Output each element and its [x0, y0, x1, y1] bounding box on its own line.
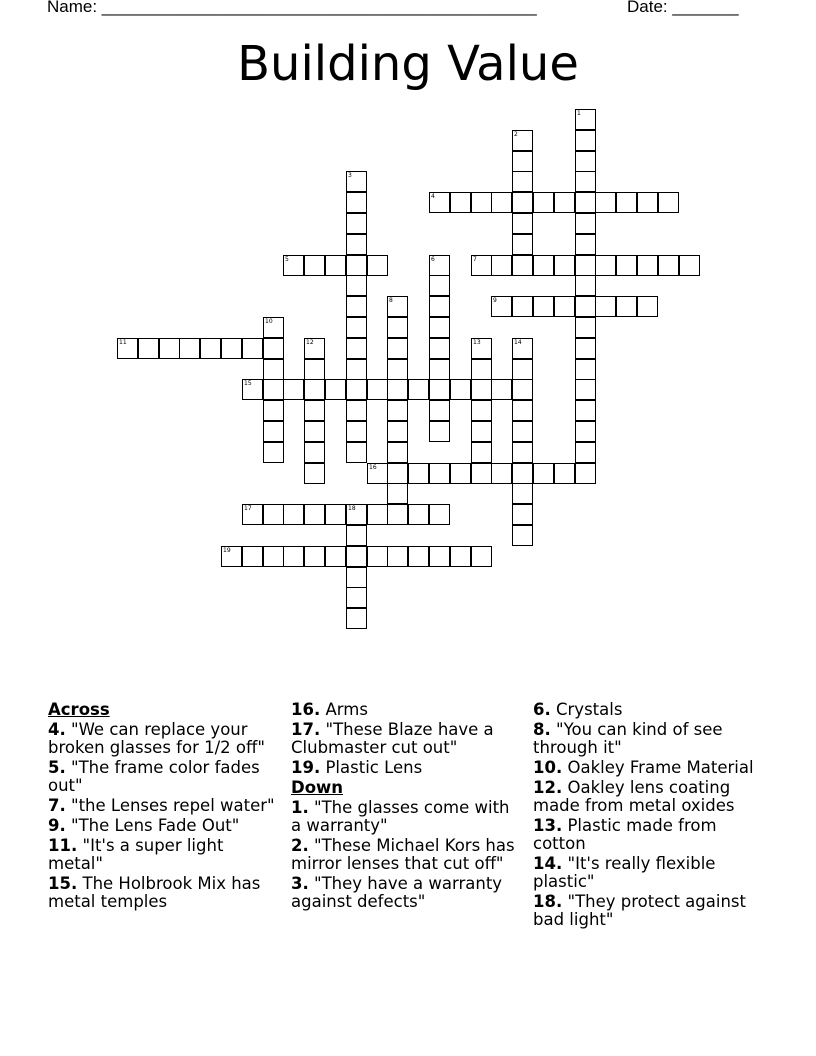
- crossword-cell[interactable]: [491, 296, 512, 317]
- clue-number-label: 8: [389, 297, 393, 304]
- crossword-cell[interactable]: [429, 359, 450, 380]
- clue-number: 13.: [533, 816, 563, 835]
- crossword-cell[interactable]: [263, 359, 284, 380]
- crossword-cell[interactable]: [471, 400, 492, 421]
- crossword-cell[interactable]: [346, 275, 367, 296]
- clue-number-label: 17: [244, 505, 252, 512]
- crossword-cell[interactable]: [575, 442, 596, 463]
- crossword-cell[interactable]: [512, 192, 533, 213]
- crossword-cell[interactable]: [387, 296, 408, 317]
- crossword-cell[interactable]: [575, 317, 596, 338]
- across-heading: Across: [48, 700, 110, 719]
- clue-number-label: 13: [473, 339, 481, 346]
- clue-column-3: [533, 701, 773, 931]
- crossword-cell[interactable]: [304, 463, 325, 484]
- crossword-cell[interactable]: [346, 192, 367, 213]
- crossword-cell[interactable]: [512, 525, 533, 546]
- clue-number: 9.: [48, 816, 66, 835]
- crossword-cell[interactable]: [575, 296, 596, 317]
- down-clue: [533, 759, 773, 777]
- crossword-cell[interactable]: [575, 130, 596, 151]
- crossword-cell[interactable]: [450, 379, 471, 400]
- crossword-cell[interactable]: [512, 463, 533, 484]
- crossword-cell[interactable]: [512, 379, 533, 400]
- crossword-cell[interactable]: [429, 463, 450, 484]
- down-clue: [291, 837, 521, 873]
- clue-text: Plastic Lens: [325, 758, 423, 777]
- crossword-cell[interactable]: [471, 463, 492, 484]
- crossword-cell[interactable]: [575, 234, 596, 255]
- crossword-cell[interactable]: [263, 338, 284, 359]
- clue-number: 14.: [533, 854, 563, 873]
- crossword-cell[interactable]: [408, 504, 429, 525]
- crossword-cell[interactable]: [138, 338, 159, 359]
- crossword-cell[interactable]: [283, 546, 304, 567]
- clue-number-label: 18: [348, 505, 356, 512]
- crossword-cell[interactable]: [283, 255, 304, 276]
- clue-number-label: 14: [514, 339, 522, 346]
- crossword-cell[interactable]: [616, 192, 637, 213]
- crossword-cell[interactable]: [325, 546, 346, 567]
- crossword-cell[interactable]: [429, 255, 450, 276]
- crossword-cell[interactable]: [367, 504, 388, 525]
- down-clue: [533, 721, 773, 757]
- crossword-cell[interactable]: [512, 359, 533, 380]
- clue-number: 5.: [48, 758, 66, 777]
- across-clue: [291, 759, 521, 777]
- crossword-cell[interactable]: [575, 255, 596, 276]
- crossword-cell[interactable]: [263, 546, 284, 567]
- crossword-cell[interactable]: [408, 463, 429, 484]
- crossword-cell[interactable]: [471, 192, 492, 213]
- crossword-cell[interactable]: [554, 192, 575, 213]
- crossword-cell[interactable]: [346, 255, 367, 276]
- clue-text: "They protect against bad light": [533, 892, 746, 929]
- crossword-cell[interactable]: [637, 255, 658, 276]
- crossword-cell[interactable]: [575, 400, 596, 421]
- crossword-cell[interactable]: [304, 379, 325, 400]
- crossword-cell[interactable]: [325, 255, 346, 276]
- crossword-cell[interactable]: [387, 546, 408, 567]
- crossword-cell[interactable]: [283, 379, 304, 400]
- crossword-cell[interactable]: [471, 379, 492, 400]
- crossword-cell[interactable]: [429, 275, 450, 296]
- crossword-cell[interactable]: [450, 546, 471, 567]
- clue-number: 3.: [291, 874, 309, 893]
- crossword-cell[interactable]: [575, 275, 596, 296]
- crossword-cell[interactable]: [575, 359, 596, 380]
- crossword-cell[interactable]: [346, 379, 367, 400]
- crossword-cell[interactable]: [429, 192, 450, 213]
- crossword-cell[interactable]: [346, 171, 367, 192]
- crossword-cell[interactable]: [450, 192, 471, 213]
- crossword-cell[interactable]: [512, 255, 533, 276]
- crossword-cell[interactable]: [512, 442, 533, 463]
- crossword-cell[interactable]: [387, 483, 408, 504]
- crossword-cell[interactable]: [346, 525, 367, 546]
- crossword-cell[interactable]: [346, 567, 367, 588]
- date-field: Date: _______: [627, 0, 739, 16]
- crossword-cell[interactable]: [346, 213, 367, 234]
- page-title: Building Value: [237, 36, 579, 92]
- clue-text: "You can kind of see through it": [533, 720, 723, 757]
- crossword-cell[interactable]: [595, 255, 616, 276]
- clue-text: "the Lenses repel water": [71, 796, 275, 815]
- crossword-cell[interactable]: [491, 192, 512, 213]
- across-clue: [48, 797, 278, 815]
- clue-number: 8.: [533, 720, 551, 739]
- clue-number: 11.: [48, 836, 78, 855]
- crossword-cell[interactable]: [429, 338, 450, 359]
- crossword-cell[interactable]: [429, 400, 450, 421]
- down-clue: [533, 701, 773, 719]
- crossword-cell[interactable]: [637, 192, 658, 213]
- clue-number-label: 2: [514, 131, 518, 138]
- crossword-cell[interactable]: [304, 442, 325, 463]
- across-clue: [48, 721, 278, 757]
- clue-number: 1.: [291, 798, 309, 817]
- clue-number-label: 3: [348, 172, 352, 179]
- clue-text: "We can replace your broken glasses for 1/2 off": [48, 720, 265, 757]
- crossword-cell[interactable]: [367, 546, 388, 567]
- crossword-cell[interactable]: [575, 379, 596, 400]
- crossword-cell[interactable]: [429, 504, 450, 525]
- crossword-cell[interactable]: [429, 296, 450, 317]
- clue-number-label: 7: [473, 256, 477, 263]
- crossword-cell[interactable]: [221, 338, 242, 359]
- crossword-cell[interactable]: [512, 483, 533, 504]
- clue-text: The Holbrook Mix has metal temples: [48, 874, 261, 911]
- clue-number: 6.: [533, 700, 551, 719]
- crossword-cell[interactable]: [512, 234, 533, 255]
- clue-text: Crystals: [556, 700, 623, 719]
- crossword-cell[interactable]: [471, 421, 492, 442]
- crossword-cell[interactable]: [512, 151, 533, 172]
- clue-number: 7.: [48, 796, 66, 815]
- crossword-cell[interactable]: [159, 338, 180, 359]
- crossword-cell[interactable]: [491, 463, 512, 484]
- across-clue: [48, 817, 278, 835]
- crossword-cell[interactable]: [304, 400, 325, 421]
- across-clue: [48, 759, 278, 795]
- crossword-cell[interactable]: [179, 338, 200, 359]
- crossword-cell[interactable]: [346, 421, 367, 442]
- crossword-cell[interactable]: [346, 504, 367, 525]
- crossword-cell[interactable]: [387, 504, 408, 525]
- clue-number-label: 5: [285, 256, 289, 263]
- crossword-cell[interactable]: [263, 442, 284, 463]
- crossword-cell[interactable]: [346, 546, 367, 567]
- crossword-cell[interactable]: [346, 234, 367, 255]
- crossword-cell[interactable]: [554, 463, 575, 484]
- clue-text: Oakley Frame Material: [567, 758, 754, 777]
- crossword-cell[interactable]: [637, 296, 658, 317]
- clue-number-label: 16: [369, 464, 377, 471]
- crossword-cell[interactable]: [595, 296, 616, 317]
- clue-number: 18.: [533, 892, 563, 911]
- clue-number-label: 9: [493, 297, 497, 304]
- crossword-cell[interactable]: [512, 504, 533, 525]
- crossword-cell[interactable]: [325, 379, 346, 400]
- clue-number: 17.: [291, 720, 321, 739]
- clue-number-label: 4: [431, 193, 435, 200]
- crossword-cell[interactable]: [408, 546, 429, 567]
- crossword-cell[interactable]: [471, 546, 492, 567]
- clue-text: "These Michael Kors has mirror lenses that cut off": [291, 836, 515, 873]
- crossword-cell[interactable]: [200, 338, 221, 359]
- clue-number: 4.: [48, 720, 66, 739]
- crossword-cell[interactable]: [387, 359, 408, 380]
- clue-number: 2.: [291, 836, 309, 855]
- crossword-cell[interactable]: [658, 192, 679, 213]
- across-clue: [48, 875, 278, 911]
- crossword-cell[interactable]: [533, 192, 554, 213]
- crossword-cell[interactable]: [533, 255, 554, 276]
- crossword-cell[interactable]: [533, 463, 554, 484]
- crossword-cell[interactable]: [429, 317, 450, 338]
- crossword-cell[interactable]: [387, 379, 408, 400]
- crossword-cell[interactable]: [575, 151, 596, 172]
- crossword-cell[interactable]: [533, 296, 554, 317]
- crossword-cell[interactable]: [387, 400, 408, 421]
- crossword-cell[interactable]: [616, 296, 637, 317]
- crossword-cell[interactable]: [263, 421, 284, 442]
- crossword-cell[interactable]: [554, 255, 575, 276]
- clue-text: "They have a warranty against defects": [291, 874, 503, 911]
- crossword-cell[interactable]: [512, 421, 533, 442]
- clue-column-2: [291, 701, 521, 913]
- crossword-cell[interactable]: [679, 255, 700, 276]
- down-heading: Down: [291, 778, 344, 797]
- clue-number-label: 11: [119, 339, 127, 346]
- crossword-cell[interactable]: [304, 338, 325, 359]
- clue-text: Arms: [325, 700, 368, 719]
- crossword-cell[interactable]: [346, 587, 367, 608]
- crossword-cell[interactable]: [117, 338, 138, 359]
- clue-column-1: [48, 701, 278, 913]
- crossword-cell[interactable]: [242, 504, 263, 525]
- crossword-cell[interactable]: [595, 192, 616, 213]
- crossword-cell[interactable]: [512, 338, 533, 359]
- across-clue: [291, 721, 521, 757]
- clue-text: "The frame color fades out": [48, 758, 260, 795]
- crossword-cell[interactable]: [471, 442, 492, 463]
- crossword-cell[interactable]: [471, 255, 492, 276]
- crossword-cell[interactable]: [242, 379, 263, 400]
- crossword-cell[interactable]: [346, 317, 367, 338]
- crossword-cell[interactable]: [221, 546, 242, 567]
- down-clue: [291, 875, 521, 911]
- clue-number: 10.: [533, 758, 563, 777]
- crossword-cell[interactable]: [283, 504, 304, 525]
- crossword-cell[interactable]: [242, 546, 263, 567]
- clue-text: "These Blaze have a Clubmaster cut out": [291, 720, 494, 757]
- clue-number: 19.: [291, 758, 321, 777]
- crossword-cell[interactable]: [304, 504, 325, 525]
- crossword-cell[interactable]: [575, 213, 596, 234]
- crossword-cell[interactable]: [658, 255, 679, 276]
- crossword-cell[interactable]: [242, 338, 263, 359]
- crossword-cell[interactable]: [346, 442, 367, 463]
- crossword-cell[interactable]: [471, 338, 492, 359]
- crossword-cell[interactable]: [304, 546, 325, 567]
- crossword-cell[interactable]: [408, 379, 429, 400]
- across-clue: [291, 701, 521, 719]
- crossword-cell[interactable]: [575, 463, 596, 484]
- crossword-cell[interactable]: [512, 130, 533, 151]
- crossword-cell[interactable]: [575, 109, 596, 130]
- crossword-cell[interactable]: [429, 421, 450, 442]
- crossword-cell[interactable]: [263, 400, 284, 421]
- crossword-cell[interactable]: [367, 379, 388, 400]
- crossword-cell[interactable]: [387, 421, 408, 442]
- crossword-cell[interactable]: [387, 317, 408, 338]
- crossword-cell[interactable]: [512, 400, 533, 421]
- crossword-cell[interactable]: [304, 359, 325, 380]
- crossword-cell[interactable]: [387, 463, 408, 484]
- name-field: Name: ______________________________________________: [47, 0, 537, 16]
- crossword-cell[interactable]: [429, 379, 450, 400]
- crossword-cell[interactable]: [346, 296, 367, 317]
- clue-text: Plastic made from cotton: [533, 816, 717, 853]
- crossword-cell[interactable]: [367, 255, 388, 276]
- clue-text: "The glasses come with a warranty": [291, 798, 510, 835]
- crossword-cell[interactable]: [346, 338, 367, 359]
- crossword-cell[interactable]: [575, 171, 596, 192]
- crossword-cell[interactable]: [512, 296, 533, 317]
- crossword-cell[interactable]: [575, 192, 596, 213]
- down-clue: [533, 855, 773, 891]
- clue-number-label: 1: [577, 110, 581, 117]
- crossword-cell[interactable]: [346, 359, 367, 380]
- crossword-cell[interactable]: [304, 255, 325, 276]
- clue-number: 12.: [533, 778, 563, 797]
- crossword-cell[interactable]: [387, 338, 408, 359]
- crossword-cell[interactable]: [491, 255, 512, 276]
- clue-text: "The Lens Fade Out": [71, 816, 240, 835]
- crossword-cell[interactable]: [575, 421, 596, 442]
- down-clue: [533, 817, 773, 853]
- crossword-cell[interactable]: [304, 421, 325, 442]
- crossword-cell[interactable]: [471, 359, 492, 380]
- crossword-cell[interactable]: [325, 504, 346, 525]
- crossword-cell[interactable]: [263, 379, 284, 400]
- clue-number-label: 12: [306, 339, 314, 346]
- down-clue: [533, 893, 773, 929]
- clue-number-label: 10: [265, 318, 273, 325]
- crossword-cell[interactable]: [429, 546, 450, 567]
- clue-number-label: 6: [431, 256, 435, 263]
- crossword-cell[interactable]: [367, 463, 388, 484]
- clue-number: 15.: [48, 874, 78, 893]
- crossword-cell[interactable]: [512, 171, 533, 192]
- down-clue: [533, 779, 773, 815]
- clue-number-label: 15: [244, 380, 252, 387]
- crossword-cell[interactable]: [554, 296, 575, 317]
- clue-number: 16.: [291, 700, 321, 719]
- clue-text: Oakley lens coating made from metal oxides: [533, 778, 735, 815]
- crossword-cell[interactable]: [616, 255, 637, 276]
- across-clue: [48, 837, 278, 873]
- clue-text: "It's really flexible plastic": [533, 854, 716, 891]
- crossword-cell[interactable]: [575, 338, 596, 359]
- crossword-cell[interactable]: [387, 442, 408, 463]
- crossword-cell[interactable]: [346, 608, 367, 629]
- crossword-cell[interactable]: [263, 504, 284, 525]
- crossword-cell[interactable]: [450, 463, 471, 484]
- crossword-cell[interactable]: [263, 317, 284, 338]
- clue-number-label: 19: [223, 547, 231, 554]
- crossword-cell[interactable]: [346, 400, 367, 421]
- crossword-cell[interactable]: [491, 379, 512, 400]
- crossword-cell[interactable]: [512, 213, 533, 234]
- clue-text: "It's a super light metal": [48, 836, 224, 873]
- down-clue: [291, 799, 521, 835]
